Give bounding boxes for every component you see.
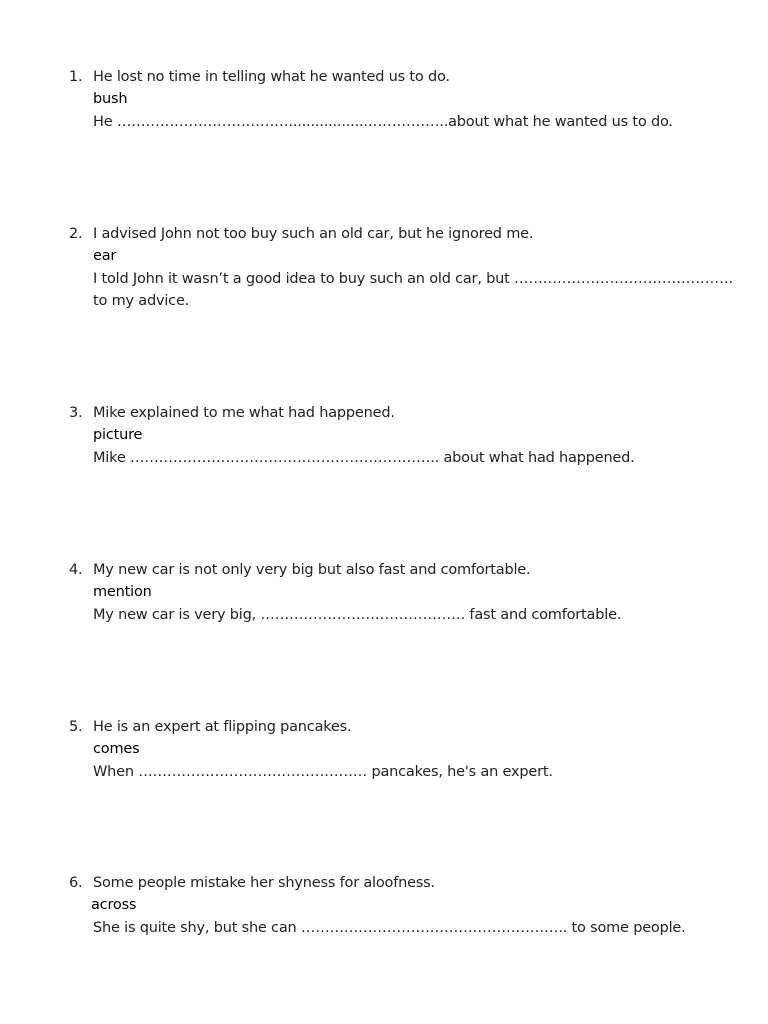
keyword: ear	[93, 248, 117, 264]
original-sentence: Some people mistake her shyness for aloofness.	[93, 875, 435, 891]
rewrite-sentence: My new car is very big, ……………………………………. fast and comfortable.	[93, 607, 622, 623]
rewrite-sentence: When ………………………………………… pancakes, he's an expert.	[93, 764, 553, 780]
keyword: comes	[93, 741, 140, 757]
rewrite-sentence: Mike ……………………………………………………….. about what had happened.	[93, 450, 635, 466]
rewrite-sentence: He ………………………………..................……………..about what he wanted us to do.	[93, 114, 673, 130]
original-sentence: He is an expert at flipping pancakes.	[93, 719, 352, 735]
original-sentence: He lost no time in telling what he wanted us to do.	[93, 69, 450, 85]
keyword: across	[91, 897, 137, 913]
item-number: 2.	[69, 226, 83, 242]
original-sentence: Mike explained to me what had happened.	[93, 405, 395, 421]
keyword: mention	[93, 584, 152, 600]
rewrite-sentence-continuation: to my advice.	[93, 293, 190, 309]
item-number: 6.	[69, 875, 83, 891]
original-sentence: My new car is not only very big but also fast and comfortable.	[93, 562, 531, 578]
keyword: picture	[93, 427, 143, 443]
item-number: 1.	[69, 69, 83, 85]
keyword: bush	[93, 91, 128, 107]
rewrite-sentence: She is quite shy, but she can ……………………………………………….. to some people.	[93, 920, 686, 936]
item-number: 4.	[69, 562, 83, 578]
item-number: 3.	[69, 405, 83, 421]
item-number: 5.	[69, 719, 83, 735]
rewrite-sentence: I told John it wasn’t a good idea to buy such an old car, but ……………………………………….	[93, 271, 733, 287]
original-sentence: I advised John not too buy such an old car, but he ignored me.	[93, 226, 534, 242]
